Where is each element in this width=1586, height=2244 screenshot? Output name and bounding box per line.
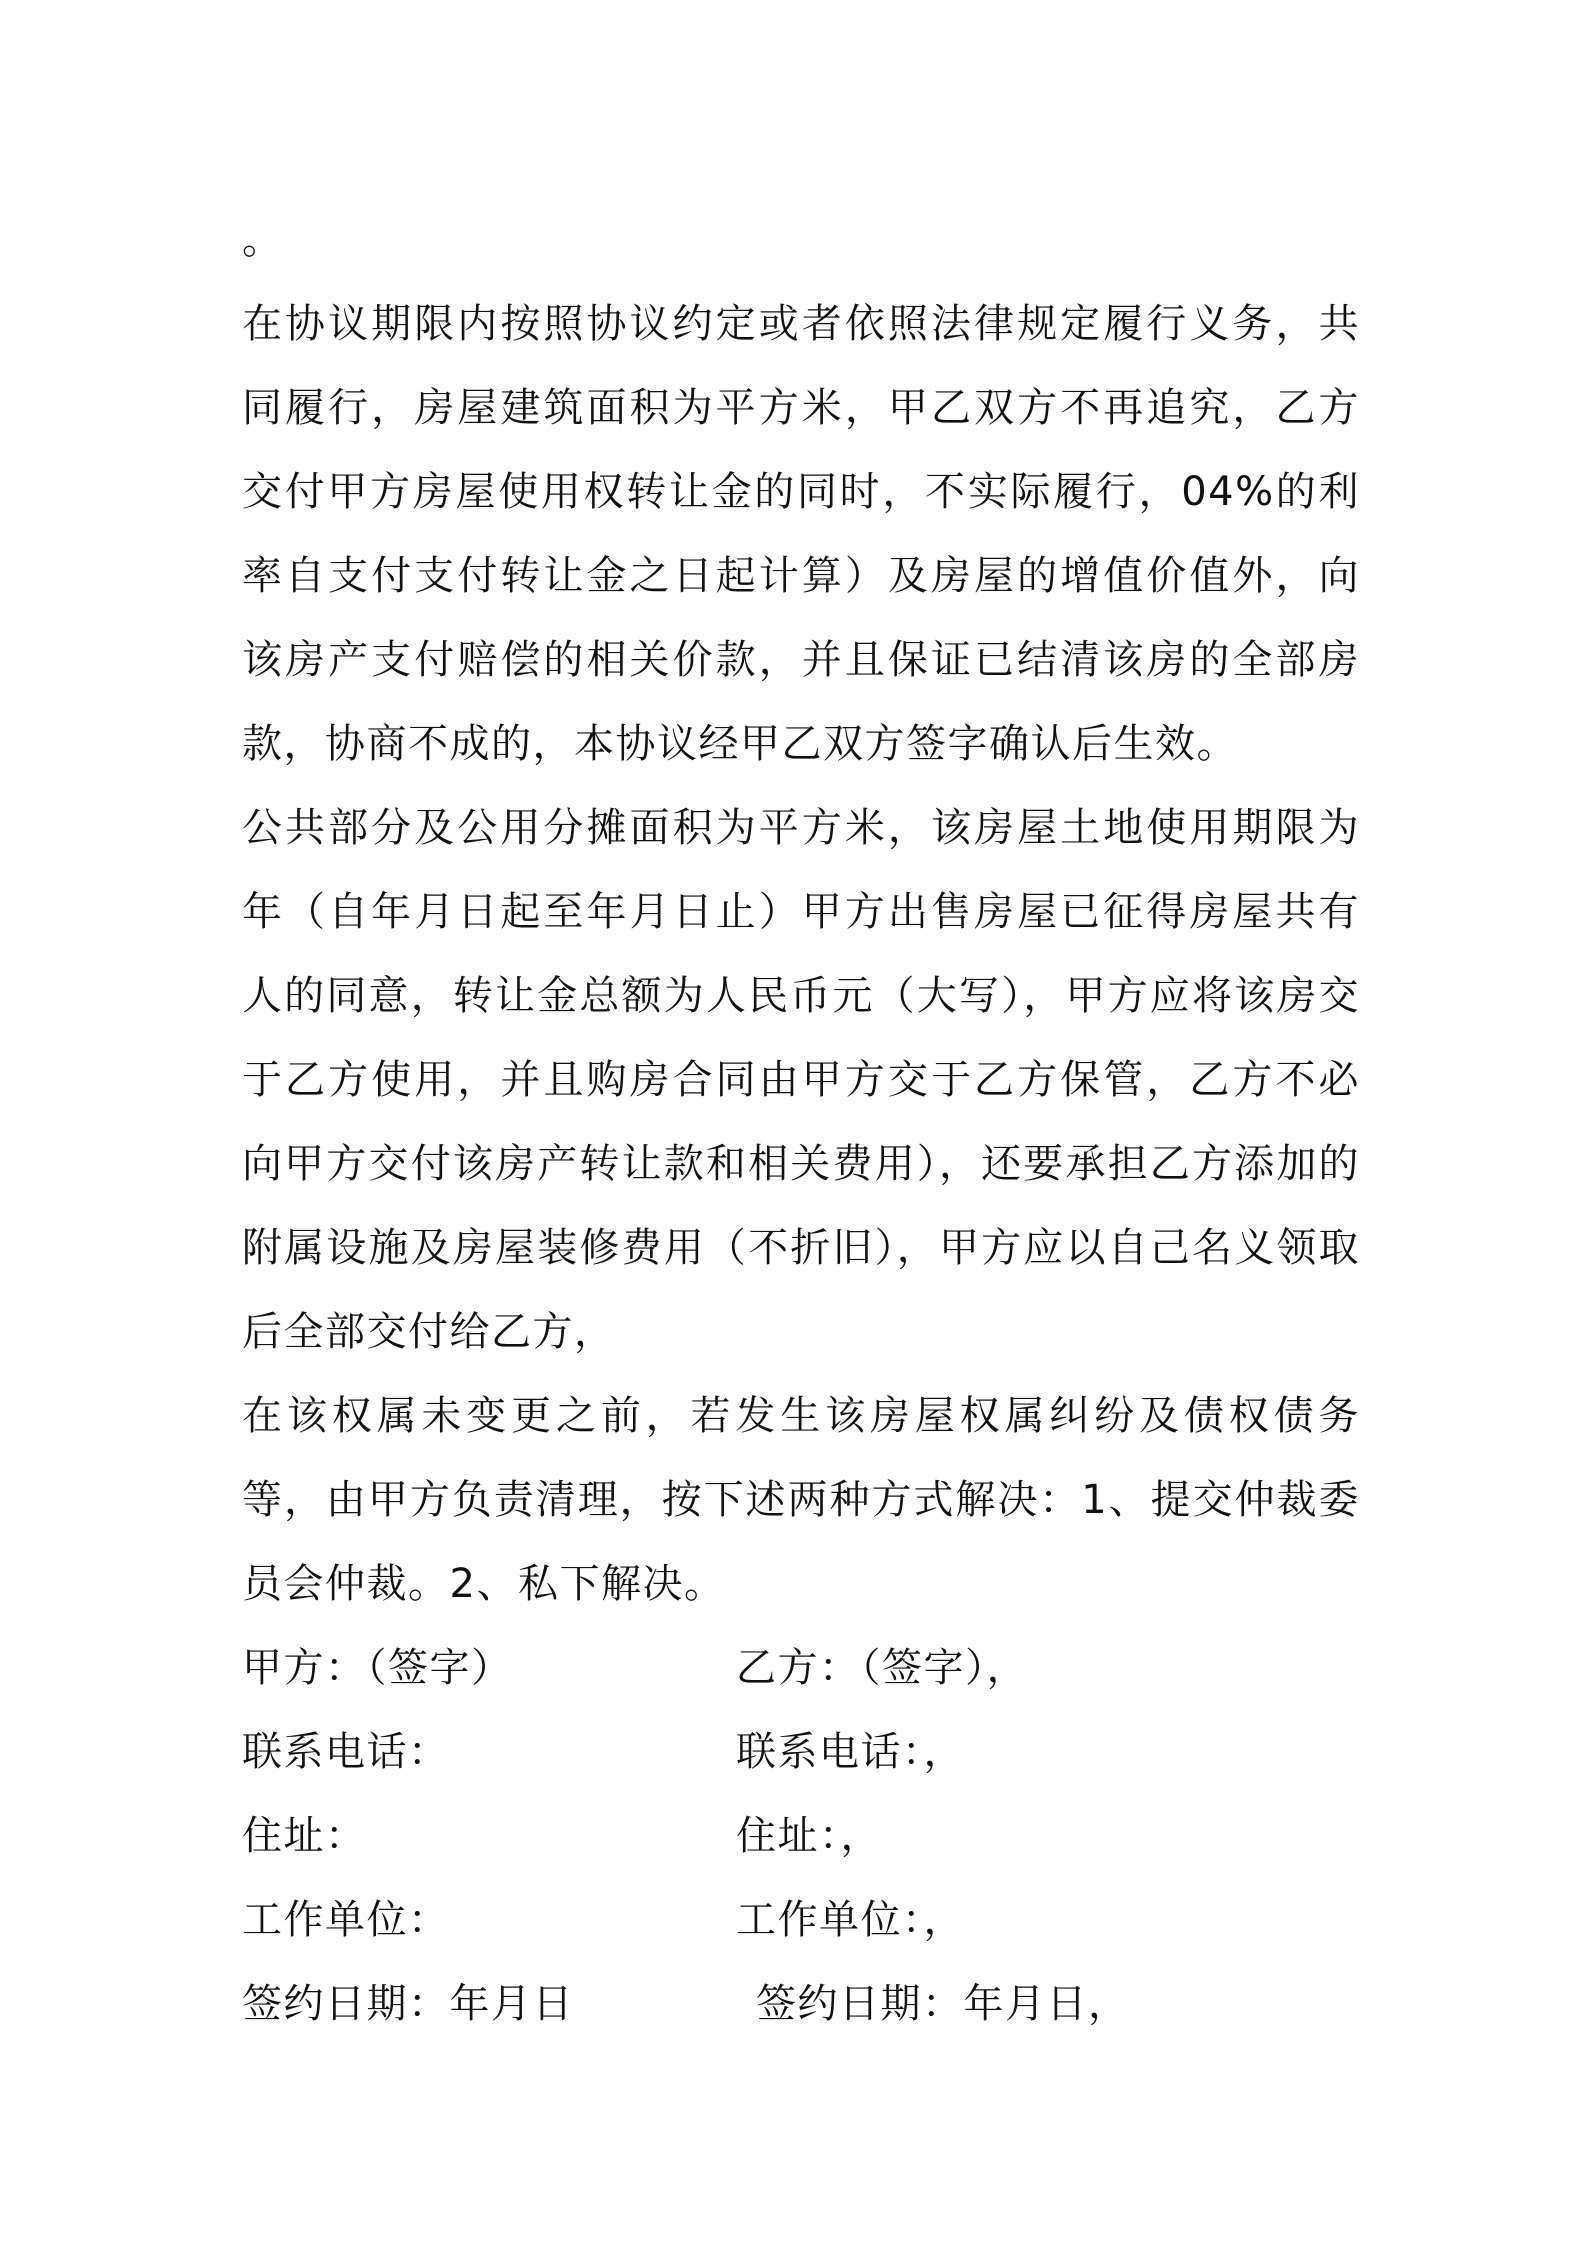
party-b-employer: 工作单位：， [736, 1897, 965, 1943]
leading-punctuation: 。 [242, 217, 282, 263]
party-b-signature: 乙方：（签字）， [736, 1645, 1028, 1691]
party-b-sign-date: 签约日期：年月日， [756, 1981, 1130, 2027]
party-b-address: 住址：， [736, 1813, 882, 1859]
party-a-signature: 甲方：（签字） [242, 1645, 513, 1691]
paragraph-dispute-resolution: 在该权属未变更之前，若发生该房屋权属纠纷及债权债务等，由甲方负责清理，按下述两种方式解决：1、提交仲裁委员会仲裁。2、私下解决。 [242, 1393, 1360, 1607]
party-a-phone: 联系电话： [242, 1729, 450, 1775]
party-a-address: 住址： [242, 1813, 367, 1859]
paragraph-transfer-terms: 公共部分及公用分摊面积为平方米，该房屋土地使用期限为年（自年月日起至年月日止）甲方出售房屋已征得房屋共有人的同意，转让金总额为人民币元（大写），甲方应将该房交于乙方使用，并且购房合同由甲方交于乙方保管，乙方不必向甲方交付该房产转让款和相关费用），还要承担乙方添加的附属设施及房屋装修费用（不折旧），甲方应以自己名义领取后全部交付给乙方， [242, 805, 1360, 1355]
party-a-sign-date: 签约日期：年月日 [242, 1981, 574, 2027]
party-b-phone: 联系电话：， [736, 1729, 965, 1775]
paragraph-obligations: 在协议期限内按照协议约定或者依照法律规定履行义务，共同履行，房屋建筑面积为平方米，甲乙双方不再追究，乙方交付甲方房屋使用权转让金的同时，不实际履行，04%的利率自支付支付转让金之日起计算）及房屋的增值价值外，向该房产支付赔偿的相关价款，并且保证已结清该房的全部房款，协商不成的，本协议经甲乙双方签字确认后生效。 [242, 301, 1360, 767]
party-a-employer: 工作单位： [242, 1897, 450, 1943]
